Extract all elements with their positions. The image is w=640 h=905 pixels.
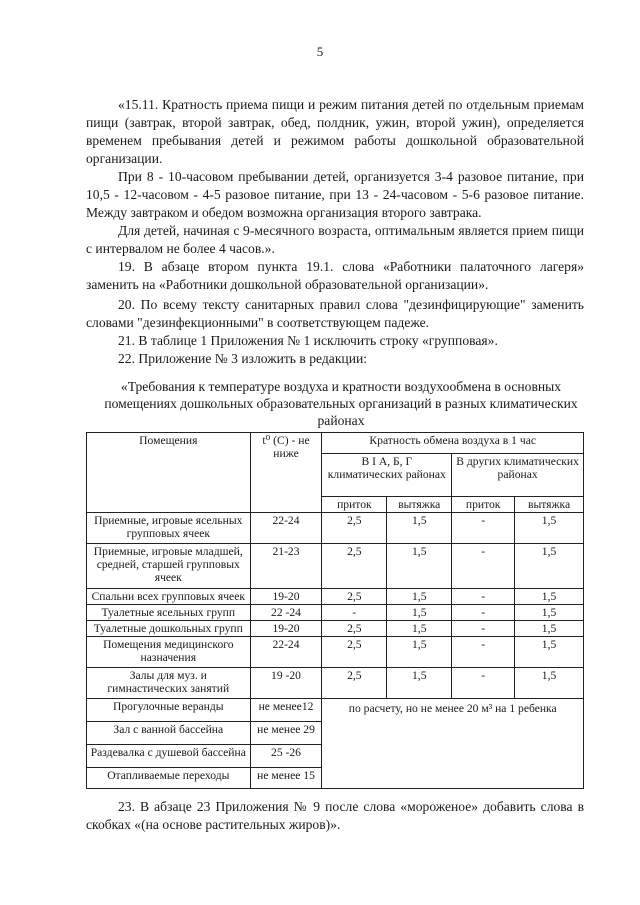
header-outflow-b: вытяжка bbox=[515, 497, 584, 513]
cell-room: Раздевалка с душевой бассейна bbox=[87, 745, 251, 768]
air-requirements-table bbox=[86, 432, 584, 789]
cell-outflow-a: 1,5 bbox=[387, 605, 452, 621]
cell-inflow-b: - bbox=[452, 668, 515, 699]
cell-outflow-a: 1,5 bbox=[387, 637, 452, 668]
paragraph-21: 21. В таблице 1 Приложения № 1 исключить строку «групповая». bbox=[118, 333, 498, 348]
cell-temp: 25 -26 bbox=[250, 745, 322, 768]
header-climate-a: В I А, Б, Г климатических районах bbox=[322, 454, 452, 497]
cell-outflow-b: 1,5 bbox=[515, 621, 584, 637]
cell-temp: 19 -20 bbox=[250, 668, 322, 699]
cell-room: Зал с ванной бассейна bbox=[87, 722, 251, 745]
cell-temp: 21-23 bbox=[250, 544, 322, 589]
paragraph-23: 23. В абзаце 23 Приложения № 9 после слова «мороженое» добавить слова в скобках «(на основе растительных жиров)». bbox=[86, 799, 584, 832]
cell-inflow-a: 2,5 bbox=[322, 668, 387, 699]
table-row bbox=[87, 699, 584, 722]
merged-air-note: по расчету, но не менее 20 м³ на 1 ребенка bbox=[322, 699, 584, 789]
cell-room: Залы для муз. и гимнастических занятий bbox=[87, 668, 251, 699]
cell-room: Туалетные дошкольных групп bbox=[87, 621, 251, 637]
cell-inflow-a: 2,5 bbox=[322, 589, 387, 605]
cell-room: Спальни всех групповых ячеек bbox=[87, 589, 251, 605]
cell-inflow-a: 2,5 bbox=[322, 637, 387, 668]
cell-inflow-b: - bbox=[452, 621, 515, 637]
paragraph-meal-frequency: При 8 - 10-часовом пребывании детей, организуется 3-4 разовое питание, при 10,5 - 12-часовом - 4-5 разовое питание, при 13 - 24-часовом - 5-6 разовое питание. Между завтраком и обедом возможна организация второго завтрака. bbox=[86, 169, 584, 220]
cell-room: Туалетные ясельных групп bbox=[87, 605, 251, 621]
cell-outflow-a: 1,5 bbox=[387, 621, 452, 637]
table-row bbox=[87, 605, 584, 621]
cell-inflow-b: - bbox=[452, 544, 515, 589]
header-rooms: Помещения bbox=[87, 433, 251, 513]
cell-room: Отапливаемые переходы bbox=[87, 768, 251, 789]
cell-outflow-a: 1,5 bbox=[387, 589, 452, 605]
cell-inflow-b: - bbox=[452, 637, 515, 668]
cell-outflow-b: 1,5 bbox=[515, 668, 584, 699]
header-outflow-a: вытяжка bbox=[387, 497, 452, 513]
cell-room: Прогулочные веранды bbox=[87, 699, 251, 722]
cell-outflow-a: 1,5 bbox=[387, 544, 452, 589]
cell-inflow-a: 2,5 bbox=[322, 513, 387, 544]
page-number: 5 bbox=[316, 44, 324, 59]
cell-inflow-b: - bbox=[452, 589, 515, 605]
document-footer bbox=[86, 798, 584, 834]
header-climate-other: В других климатических районах bbox=[452, 454, 584, 497]
cell-outflow-a: 1,5 bbox=[387, 513, 452, 544]
cell-temp: не менее12 bbox=[250, 699, 322, 722]
cell-room: Приемные, игровые ясельных групповых ячеек bbox=[87, 513, 251, 544]
table-row bbox=[87, 668, 584, 699]
paragraph-20: 20. По всему тексту санитарных правил слова "дезинфицирующие" заменить словами "дезинфекционными" в соответствующем падеже. bbox=[86, 297, 584, 330]
cell-temp: 19-20 bbox=[250, 589, 322, 605]
header-temperature: t⁰ (С) - не ниже bbox=[250, 433, 322, 513]
header-inflow-b: приток bbox=[452, 497, 515, 513]
cell-inflow-a: 2,5 bbox=[322, 544, 387, 589]
paragraph-22: 22. Приложение № 3 изложить в редакции: bbox=[118, 351, 368, 366]
cell-temp: 22 -24 bbox=[250, 605, 322, 621]
table-row bbox=[87, 589, 584, 605]
cell-outflow-b: 1,5 bbox=[515, 605, 584, 621]
cell-inflow-a: 2,5 bbox=[322, 621, 387, 637]
cell-room: Приемные, игровые младшей, средней, старшей групповых ячеек bbox=[87, 544, 251, 589]
document-body bbox=[86, 96, 584, 368]
header-air-exchange: Кратность обмена воздуха в 1 час bbox=[322, 433, 584, 454]
cell-outflow-b: 1,5 bbox=[515, 589, 584, 605]
paragraph-15-11: «15.11. Кратность приема пищи и режим питания детей по отдельным приемам пищи (завтрак, второй завтрак, обед, полдник, ужин, второй ужин), определяется временем пребывания детей и режимом работы дошкольной образовательной организации. bbox=[86, 97, 584, 166]
cell-outflow-b: 1,5 bbox=[515, 637, 584, 668]
cell-temp: 19-20 bbox=[250, 621, 322, 637]
cell-inflow-b: - bbox=[452, 513, 515, 544]
table-row bbox=[87, 621, 584, 637]
cell-temp: 22-24 bbox=[250, 637, 322, 668]
table-row bbox=[87, 513, 584, 544]
table-row bbox=[87, 637, 584, 668]
cell-outflow-b: 1,5 bbox=[515, 544, 584, 589]
cell-inflow-a: - bbox=[322, 605, 387, 621]
cell-outflow-a: 1,5 bbox=[387, 668, 452, 699]
cell-temp: не менее 15 bbox=[250, 768, 322, 789]
paragraph-infants: Для детей, начиная с 9-месячного возраста, оптимальным является прием пищи с интервалом не более 4 часов.». bbox=[86, 223, 584, 256]
cell-temp: 22-24 bbox=[250, 513, 322, 544]
cell-outflow-b: 1,5 bbox=[515, 513, 584, 544]
cell-temp: не менее 29 bbox=[250, 722, 322, 745]
table-row bbox=[87, 544, 584, 589]
cell-room: Помещения медицинского назначения bbox=[87, 637, 251, 668]
paragraph-19: 19. В абзаце втором пункта 19.1. слова «Работники палаточного лагеря» заменить на «Работники дошкольной образовательной организации». bbox=[86, 259, 584, 292]
cell-inflow-b: - bbox=[452, 605, 515, 621]
table-title: «Требования к температуре воздуха и кратности воздухообмена в основных помещениях дошкольных образовательных организаций в разных климатических районах bbox=[104, 379, 578, 428]
header-inflow-a: приток bbox=[322, 497, 387, 513]
